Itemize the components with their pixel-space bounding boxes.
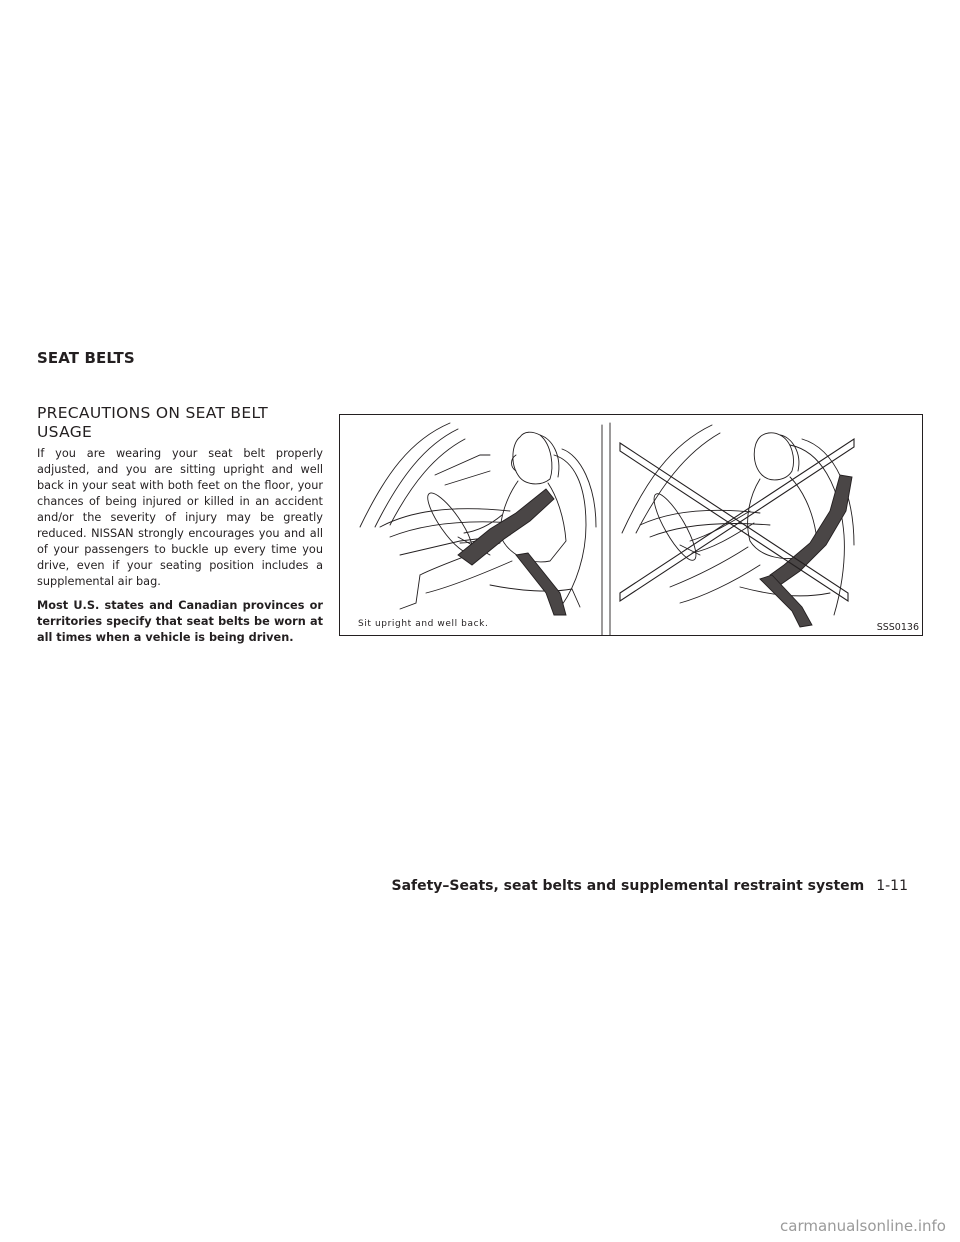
seat-belt-law-note: Most U.S. states and Canadian provinces or territories specify that seat belts be worn at all times when a vehicle is being driven. — [37, 599, 323, 644]
left-seat-belt-shoulder — [458, 489, 554, 565]
precautions-heading: PRECAUTIONS ON SEAT BELT USAGE — [37, 404, 269, 441]
page-footer — [392, 878, 909, 894]
incorrect-x-mark — [620, 439, 854, 601]
section-title: SEAT BELTS — [37, 349, 135, 367]
footer-chapter-title: Safety–Seats, seat belts and supplemental restraint system — [391, 878, 865, 894]
figure-code: SSS0136 — [876, 622, 919, 633]
correct-posture-illustration — [360, 423, 610, 636]
watermark: carmanualsonline.info — [780, 1217, 946, 1235]
seat-posture-figure — [339, 414, 923, 636]
right-seat-belt-lap — [760, 575, 812, 627]
precautions-body: If you are wearing your seat belt properly adjusted, and you are sitting upright and well back in your seat with both feet on the floor, your chances of being injured or killed in an accident and/or the severity of injury may be greatly reduced. NISSAN strongly encourages you and all of your passengers to buckle up every time you drive, even if your seating position includes a supplemental air bag. — [37, 447, 323, 588]
footer-page-number: 1-11 — [876, 878, 908, 894]
seat-posture-illustration — [340, 415, 923, 636]
figure-caption: Sit upright and well back. — [358, 619, 489, 629]
